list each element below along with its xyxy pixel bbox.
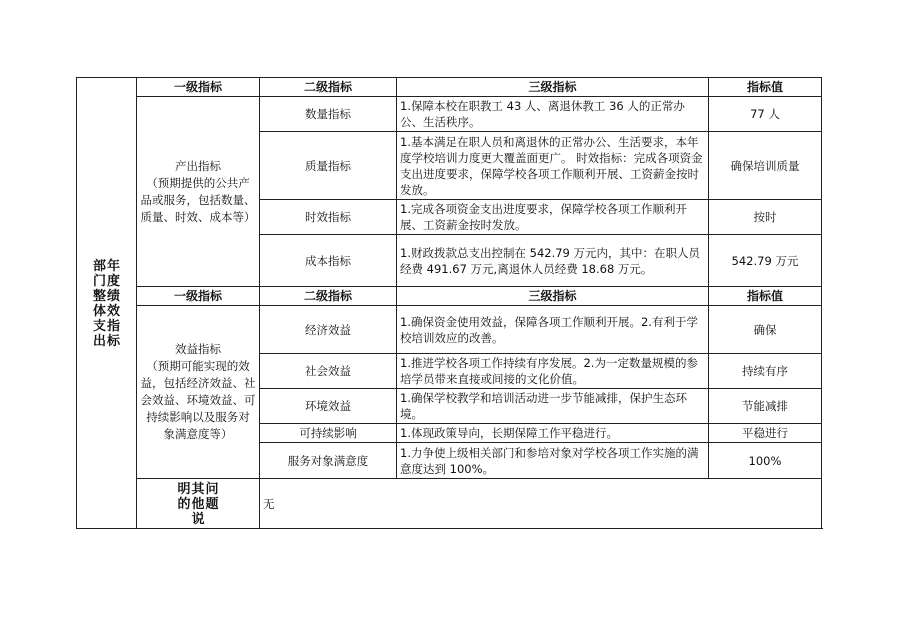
level1-label-line: （预期提供的公共产 [146, 175, 250, 190]
value-cell: 542.79 万元 [709, 235, 822, 287]
header-value: 指标值 [709, 78, 822, 97]
value-cell: 100% [709, 443, 822, 479]
vertical-label-char: 门 [92, 273, 106, 289]
vertical-label-column [206, 482, 219, 527]
value-cell: 平稳进行 [709, 424, 822, 443]
level2-cell: 质量指标 [260, 132, 397, 200]
vertical-label-char: 标 [107, 333, 121, 349]
level3-cell: 1.完成各项资金支出进度要求，保障学校各项工作顺利开展、工资薪金按时发放。 [397, 200, 709, 235]
vertical-label-char: 明 [177, 481, 191, 497]
level3-cell: 1.基本满足在职人员和离退休的正常办公、生活要求，本年度学校培训力度更大覆盖面更广。 时效指标：完成各项资金支出进度要求，保障学校各项工作顺利开展、工资薪金按时发放。 [397, 132, 709, 200]
level1-label-line: （预期可能实现的效 [146, 359, 250, 373]
level2-cell: 数量指标 [260, 97, 397, 132]
level3-cell: 1.保障本校在职教工 43 人、离退休教工 36 人的正常办公、生活秩序。 [397, 97, 709, 132]
header-value: 指标值 [709, 287, 822, 306]
other-label [137, 479, 260, 529]
table-row [77, 97, 822, 132]
header-level2: 二级指标 [260, 287, 397, 306]
value-cell: 节能减排 [709, 389, 822, 424]
level2-cell: 成本指标 [260, 235, 397, 287]
vertical-label-char: 问 [205, 481, 219, 497]
level1-label-line: 效益指标 [175, 342, 221, 356]
vertical-label-char: 整 [92, 288, 106, 304]
value-cell: 确保培训质量 [709, 132, 822, 200]
section-label [77, 78, 137, 529]
benefit-level1 [137, 306, 260, 479]
vertical-label-char: 指 [107, 318, 121, 334]
level1-label-line: 持续影响以及服务对 [146, 410, 250, 424]
header-level2: 二级指标 [260, 78, 397, 97]
value-cell: 按时 [709, 200, 822, 235]
level1-label-line: 产出指标 [175, 158, 221, 173]
level2-cell: 可持续影响 [260, 424, 397, 443]
level2-cell: 服务对象满意度 [260, 443, 397, 479]
level2-cell: 社会效益 [260, 354, 397, 389]
vertical-label-char: 体 [92, 303, 106, 319]
vertical-label-char: 说 [191, 511, 205, 527]
table-row [77, 306, 822, 354]
level2-cell: 经济效益 [260, 306, 397, 354]
level1-label-line: 益，包括经济效益、社 [140, 376, 256, 390]
level3-cell: 1.推进学校各项工作持续有序发展。2.为一定数量规模的参培学员带来直接或间接的文化价值。 [397, 354, 709, 389]
output-level1 [137, 97, 260, 287]
vertical-label-column [191, 482, 204, 527]
value-cell: 持续有序 [709, 354, 822, 389]
header-level1: 一级指标 [137, 78, 260, 97]
vertical-label-column [107, 259, 120, 349]
other-row [77, 479, 822, 529]
performance-table [76, 77, 822, 529]
level3-cell: 1.确保学校教学和培训活动进一步节能减排，保护生态环境。 [397, 389, 709, 424]
vertical-label-char: 出 [92, 333, 106, 349]
other-content: 无 [260, 479, 822, 529]
vertical-label-char: 他 [191, 496, 205, 512]
level1-label-line: 象满意度等） [163, 427, 233, 441]
level3-cell: 1.力争使上级相关部门和参培对象对学校各项工作实施的满意度达到 100%。 [397, 443, 709, 479]
level2-cell: 时效指标 [260, 200, 397, 235]
header-level1: 一级指标 [137, 287, 260, 306]
vertical-label-column [93, 259, 106, 349]
header-level3: 三级指标 [397, 287, 709, 306]
vertical-label-char: 部 [92, 258, 106, 274]
vertical-label-char: 绩 [107, 288, 121, 304]
level3-cell: 1.体现政策导向，长期保障工作平稳进行。 [397, 424, 709, 443]
vertical-label-char: 年 [107, 258, 121, 274]
vertical-label-char: 度 [107, 273, 121, 289]
vertical-label-column [177, 482, 190, 527]
level1-label-line: 会效益、环境效益、可 [140, 393, 256, 407]
vertical-label-char: 其 [191, 481, 205, 497]
level2-cell: 环境效益 [260, 389, 397, 424]
vertical-label-char: 的 [177, 496, 191, 512]
vertical-label-char: 支 [92, 318, 106, 334]
header-row-1 [77, 78, 822, 97]
level1-label-line: 质量、时效、成本等） [140, 209, 256, 224]
level3-cell: 1.财政拨款总支出控制在 542.79 万元内，其中：在职人员经费 491.67 万元,离退休人员经费 18.68 万元。 [397, 235, 709, 287]
header-level3: 三级指标 [397, 78, 709, 97]
vertical-label-char: 题 [205, 496, 219, 512]
value-cell: 确保 [709, 306, 822, 354]
header-row-2 [77, 287, 822, 306]
value-cell: 77 人 [709, 97, 822, 132]
level3-cell: 1.确保资金使用效益，保障各项工作顺利开展。2.有利于学校培训效应的改善。 [397, 306, 709, 354]
vertical-label-char: 效 [107, 303, 121, 319]
level1-label-line: 品或服务，包括数量、 [140, 192, 256, 207]
